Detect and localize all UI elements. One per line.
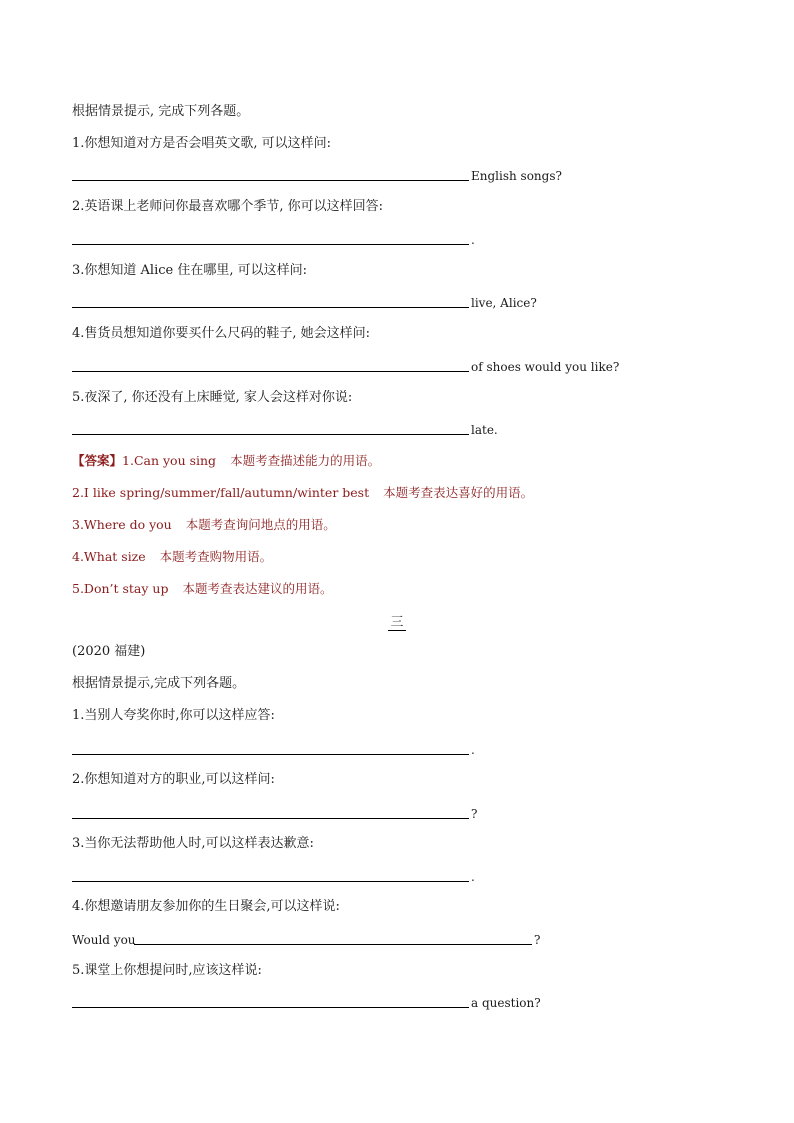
- section-marker: [0, 611, 794, 630]
- s2-q5-prompt: 5.课堂上你想提问时,应该这样说:: [72, 963, 262, 978]
- answer-1: [72, 452, 380, 470]
- s2-q1-answer-blank[interactable]: [72, 739, 492, 757]
- answer-3-text: 3.Where do you: [72, 517, 172, 532]
- s2-q2-suffix: ?: [471, 807, 478, 821]
- answer-4: [72, 548, 272, 566]
- answer-1-note: 本题考查描述能力的用语。: [230, 453, 381, 468]
- answer-3: [72, 516, 336, 534]
- section-marker-text: 三: [390, 615, 404, 630]
- section1-instruction: 根据情景提示, 完成下列各题。: [72, 104, 250, 119]
- s1-q4-answer-blank[interactable]: [72, 356, 632, 374]
- s1-q4-suffix: of shoes would you like?: [471, 360, 620, 374]
- s1-q2-answer-blank[interactable]: [72, 229, 492, 247]
- s1-q5-suffix: late.: [471, 423, 498, 437]
- s1-q1-answer-blank[interactable]: [72, 165, 572, 183]
- s2-q5-suffix: a question?: [471, 996, 541, 1010]
- answer-5-text: 5.Don’t stay up: [72, 581, 169, 596]
- s1-q3-prompt: 3.你想知道 Alice 住在哪里, 可以这样问:: [72, 263, 307, 278]
- s2-q4-prefix: Would you: [72, 933, 136, 947]
- answer-5-note: 本题考查表达建议的用语。: [182, 581, 333, 596]
- answer-4-text: 4.What size: [72, 549, 146, 564]
- answer-2: [72, 484, 533, 502]
- answer-2-text: 2.I like spring/summer/fall/autumn/winter best: [72, 485, 370, 500]
- s1-q2-suffix: .: [471, 233, 475, 247]
- answer-3-note: 本题考查询问地点的用语。: [185, 517, 336, 532]
- s2-q5-answer-blank[interactable]: [72, 992, 552, 1010]
- s2-q3-answer-blank[interactable]: [72, 866, 492, 884]
- answer-5: [72, 580, 333, 598]
- answer-2-note: 本题考查表达喜好的用语。: [383, 485, 534, 500]
- s1-q3-answer-blank[interactable]: [72, 292, 552, 310]
- s2-q3-suffix: .: [471, 870, 475, 884]
- s2-q3-prompt: 3.当你无法帮助他人时,可以这样表达歉意:: [72, 836, 314, 851]
- s2-q4-answer-blank[interactable]: [72, 929, 552, 947]
- answer-4-note: 本题考查购物用语。: [159, 549, 273, 564]
- s2-q1-suffix: .: [471, 743, 475, 757]
- answer-tag: 【答案】: [72, 453, 123, 468]
- s2-q4-suffix: ?: [534, 933, 541, 947]
- s2-q4-prompt: 4.你想邀请朋友参加你的生日聚会,可以这样说:: [72, 899, 340, 914]
- answer-1-text: 1.Can you sing: [122, 453, 217, 468]
- s1-q1-prompt: 1.你想知道对方是否会唱英文歌, 可以这样问:: [72, 136, 332, 151]
- section2-instruction: 根据情景提示,完成下列各题。: [72, 676, 246, 691]
- s1-q4-prompt: 4.售货员想知道你要买什么尺码的鞋子, 她会这样问:: [72, 326, 371, 341]
- s1-q5-answer-blank[interactable]: [72, 419, 512, 437]
- section2-source: (2020 福建): [72, 644, 146, 659]
- s1-q5-prompt: 5.夜深了, 你还没有上床睡觉, 家人会这样对你说:: [72, 390, 353, 405]
- s1-q2-prompt: 2.英语课上老师问你最喜欢哪个季节, 你可以这样回答:: [72, 199, 384, 214]
- s2-q1-prompt: 1.当别人夸奖你时,你可以这样应答:: [72, 708, 275, 723]
- s2-q2-answer-blank[interactable]: [72, 803, 492, 821]
- s1-q1-suffix: English songs?: [471, 169, 562, 183]
- s2-q2-prompt: 2.你想知道对方的职业,可以这样问:: [72, 772, 275, 787]
- s1-q3-suffix: live, Alice?: [471, 296, 537, 310]
